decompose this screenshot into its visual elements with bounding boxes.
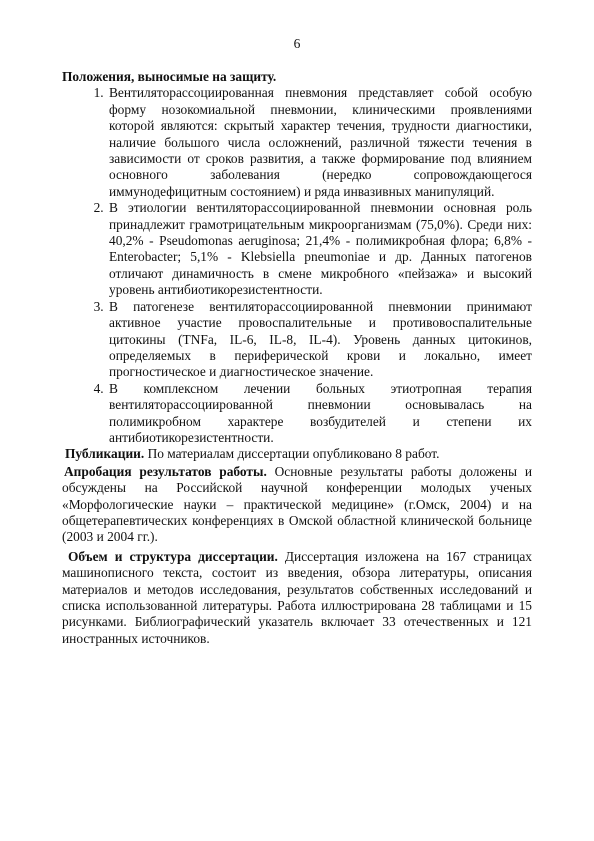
approbation-paragraph bbox=[62, 464, 532, 546]
approbation-title: Апробация результатов работы. bbox=[64, 463, 267, 479]
publications-text: По материалам диссертации опубликовано 8 работ. bbox=[144, 446, 440, 462]
structure-paragraph bbox=[62, 549, 532, 647]
thesis-item: 3. В патогенезе вентиляторассоциированной пневмонии принимают активное участие провоспалительные и противовоспалительные цитокины (TNFa, IL-6, IL-8, IL-4). Уровень данных цитокинов, определяемых в периферической крови и локально, имеет прогностическое и диагностическое значение. bbox=[107, 299, 532, 381]
structure-title: Объем и структура диссертации. bbox=[68, 548, 278, 564]
publications-title: Публикации. bbox=[65, 446, 145, 462]
thesis-item: 1. Вентиляторассоциированная пневмония представляет собой особую форму нозокомиальной пневмонии, клиническими проявлениями которой являются: скрытый характер течения, трудности диагностики, наличие большого числа осложнений, различной тяжести течения в зависимости от сроков развития, а также формирование под влиянием основного заболевания (нередко сопровождающегося иммунодефицитным состоянием) и ряда инвазивных манипуляций. bbox=[107, 85, 532, 200]
thesis-item: 4. В комплексном лечении больных этиотропная терапия вентиляторассоциированной пневмонии основывалась на полимикробном характере возбудителей и степени их антибиотикорезистентности. bbox=[107, 381, 532, 447]
theses-heading: Положения, выносимые на защиту. bbox=[62, 69, 277, 84]
publications-paragraph bbox=[62, 446, 532, 462]
approbation-text: Основные результаты работы доложены и обсуждены на Российской научной конференции молодых ученых «Морфологические науки – практической медицине» (г.Омск, 2004) и на общетерапевтических конференциях в Омской областной клинической больнице (2003 и 2004 гг.). bbox=[62, 463, 532, 545]
structure-text: Диссертация изложена на 167 страницах машинописного текста, состоит из введения, обзора литературы, описания материалов и методов исследования, результатов собственных исследований и списка использованной литературы. Работа иллюстрирована 28 таблицами и 15 рисунками. Библиографический указатель включает 33 отечественных и 121 иностранных источников. bbox=[62, 548, 533, 646]
page-number: 6 bbox=[293, 36, 301, 51]
theses-list bbox=[62, 85, 532, 446]
page-content bbox=[62, 69, 532, 647]
thesis-item: 2. В этиологии вентиляторассоциированной пневмонии основная роль принадлежит грамотрицательным микроорганизмам (75,0%). Среди них: 40,2% - Pseudomonas aeruginosa; 21,4% - полимикробная флора; 6,8% - Enterobacter; 5,1% - Klebsiella pneumoniae и др. Данных патогенов отличают динамичность в смене микробного «пейзажа» и высокий уровень антибиотикорезистентности. bbox=[107, 200, 532, 298]
